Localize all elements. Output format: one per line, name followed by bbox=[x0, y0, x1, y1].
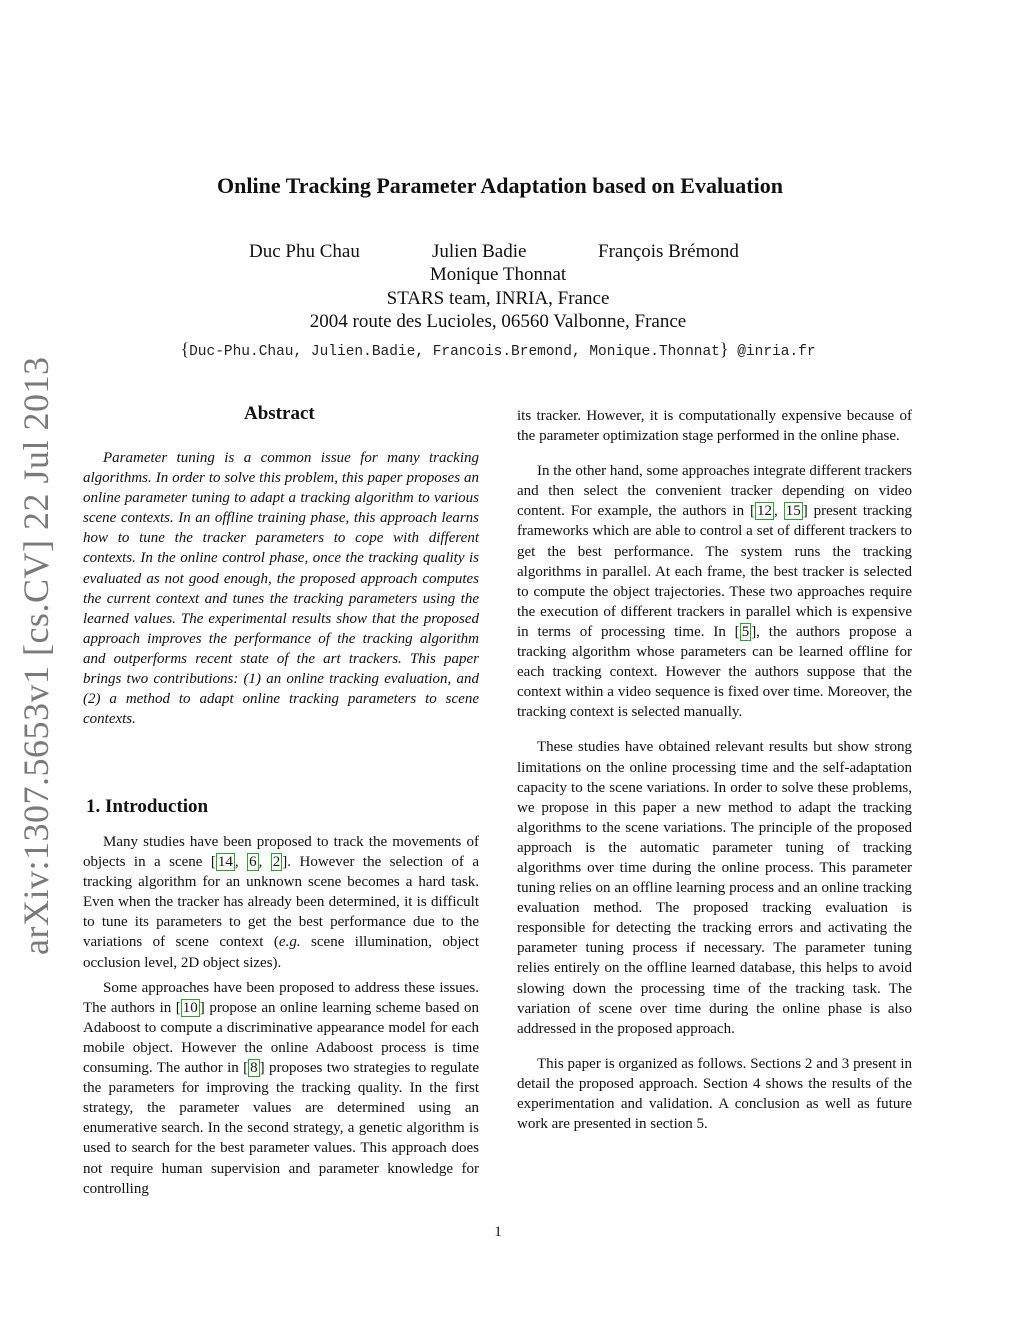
arxiv-stamp: arXiv:1307.5653v1 [cs.CV] 22 Jul 2013 bbox=[16, 356, 56, 955]
citation-link[interactable]: 10 bbox=[182, 999, 198, 1016]
citation-link[interactable]: 2 bbox=[272, 854, 281, 871]
citation-link[interactable]: 12 bbox=[757, 503, 772, 520]
email-domain: @inria.fr bbox=[728, 344, 816, 360]
affiliation: STARS team, INRIA, France bbox=[386, 288, 610, 309]
abstract-heading: Abstract bbox=[244, 403, 315, 424]
citation-link[interactable]: 8 bbox=[250, 1060, 258, 1077]
page-number: 1 bbox=[494, 1224, 502, 1240]
abstract bbox=[83, 448, 479, 744]
author-name: François Brémond bbox=[598, 241, 739, 262]
introduction-body bbox=[83, 832, 479, 1214]
author-name: Duc Phu Chau bbox=[249, 241, 360, 262]
address: 2004 route des Lucioles, 06560 Valbonne, France bbox=[309, 311, 687, 332]
citation-link[interactable]: 6 bbox=[249, 854, 257, 871]
paragraph: its tracker. However, it is computationally expensive because of the parameter optimization stage performed in the online phase. bbox=[517, 408, 912, 445]
citation-link[interactable]: 15 bbox=[785, 503, 801, 520]
paragraph: Some approaches have been proposed to address these issues. The authors in [ 10 ] propose an online learning scheme based on Adaboost to compute a discriminative appearance model for each mobile object. However the online Adaboost process is time consuming. The author in [ 8 ] proposes two strategies to regulate the parameters for improving the tracking quality. In the first strategy, the parameter values are determined using an enumerative search. In the second strategy, a genetic algorithm is used to search for the best parameter values. This approach does not require human supervision and parameter knowledge for controlling bbox=[83, 979, 479, 1197]
author-name: Julien Badie bbox=[432, 241, 527, 262]
paragraph: These studies have obtained relevant results but show strong limitations on the online processing time and the self-adaptation capacity to the scene variations. In order to solve these problems, we propose in this paper a new method to adapt the tracking algorithms to the scene variations. The principle of the proposed approach is the automatic parameter tuning of tracking algorithms over time during the online process. This parameter tuning relies on an offline learning process and an online tracking evaluation method. The proposed tracking evaluation is responsible for detecting the tracking errors and activating the parameter tuning process if necessary. The parameter tuning relies entirely on the offline learned database, this helps to avoid slowing down the processing time of the tracking task. The variation of scene over time during the online phase is also addressed in the proposed approach. bbox=[517, 739, 912, 1037]
section-heading-introduction: 1. Introduction bbox=[86, 796, 209, 817]
author-name: Monique Thonnat bbox=[429, 264, 567, 285]
email-brace-open: { bbox=[180, 339, 190, 359]
citation-link[interactable]: 14 bbox=[217, 854, 233, 871]
paragraph: This paper is organized as follows. Sections 2 and 3 present in detail the proposed approach. Section 4 shows the results of the experimentation and validation. A conclusion as well as future work are presented in section 5. bbox=[517, 1055, 912, 1133]
author-emails[interactable] bbox=[0, 339, 996, 360]
paragraph: In the other hand, some approaches integrate different trackers and then select the convenient tracker depending on video content. For example, the authors in [ 12 , 15 ] present tracking frameworks which are able to control a set of different trackers to get the best performance. The system runs the tracking algorithms in parallel. At each frame, the best tracker is selected to compute the object trajectories. These two approaches require the execution of different trackers in parallel which is expensive in terms of processing time. In [ 5 ], the authors propose a tracking algorithm whose parameters can be learned offline for each tracking context. However the authors suppose that the context within a video sequence is fixed over time. Moreover, the tracking context is selected manually. bbox=[517, 463, 912, 721]
email-brace-close: } bbox=[719, 339, 729, 359]
paper-title: Online Tracking Parameter Adaptation based on Evaluation bbox=[217, 173, 783, 198]
citation-link[interactable]: 5 bbox=[741, 623, 750, 640]
email-names: Duc-Phu.Chau, Julien.Badie, Francois.Bremond, Monique.Thonnat bbox=[189, 344, 720, 360]
right-column bbox=[517, 406, 912, 1149]
author-row bbox=[0, 241, 1000, 265]
paragraph: Many studies have been proposed to track the movements of objects in a scene [ 14 , 6 , 2 ]. However the selection of a tracking algorithm for an unknown scene becomes a hard task. Even when the tracker has already been determined, it is difficult to tune its parameters to get the best performance due to the variations of scene context (e.g. scene illumination, object occlusion level, 2D object sizes). bbox=[83, 834, 480, 971]
abstract-text: Parameter tuning is a common issue for many tracking algorithms. In order to solve this problem, this paper proposes an online parameter tuning to adapt a tracking algorithm to various scene contexts. In an offline training phase, this approach learns how to tune the tracker parameters to cope with different contexts. In the online control phase, once the tracking quality is evaluated as not good enough, the proposed approach computes the current context and tunes the tracking parameters using the learned values. The experimental results show that the proposed approach improves the performance of the tracking algorithm and outperforms recent state of the art trackers. This paper brings two contributions: (1) an online tracking evaluation, and (2) a method to adapt online tracking parameters to scene contexts. bbox=[83, 450, 479, 728]
